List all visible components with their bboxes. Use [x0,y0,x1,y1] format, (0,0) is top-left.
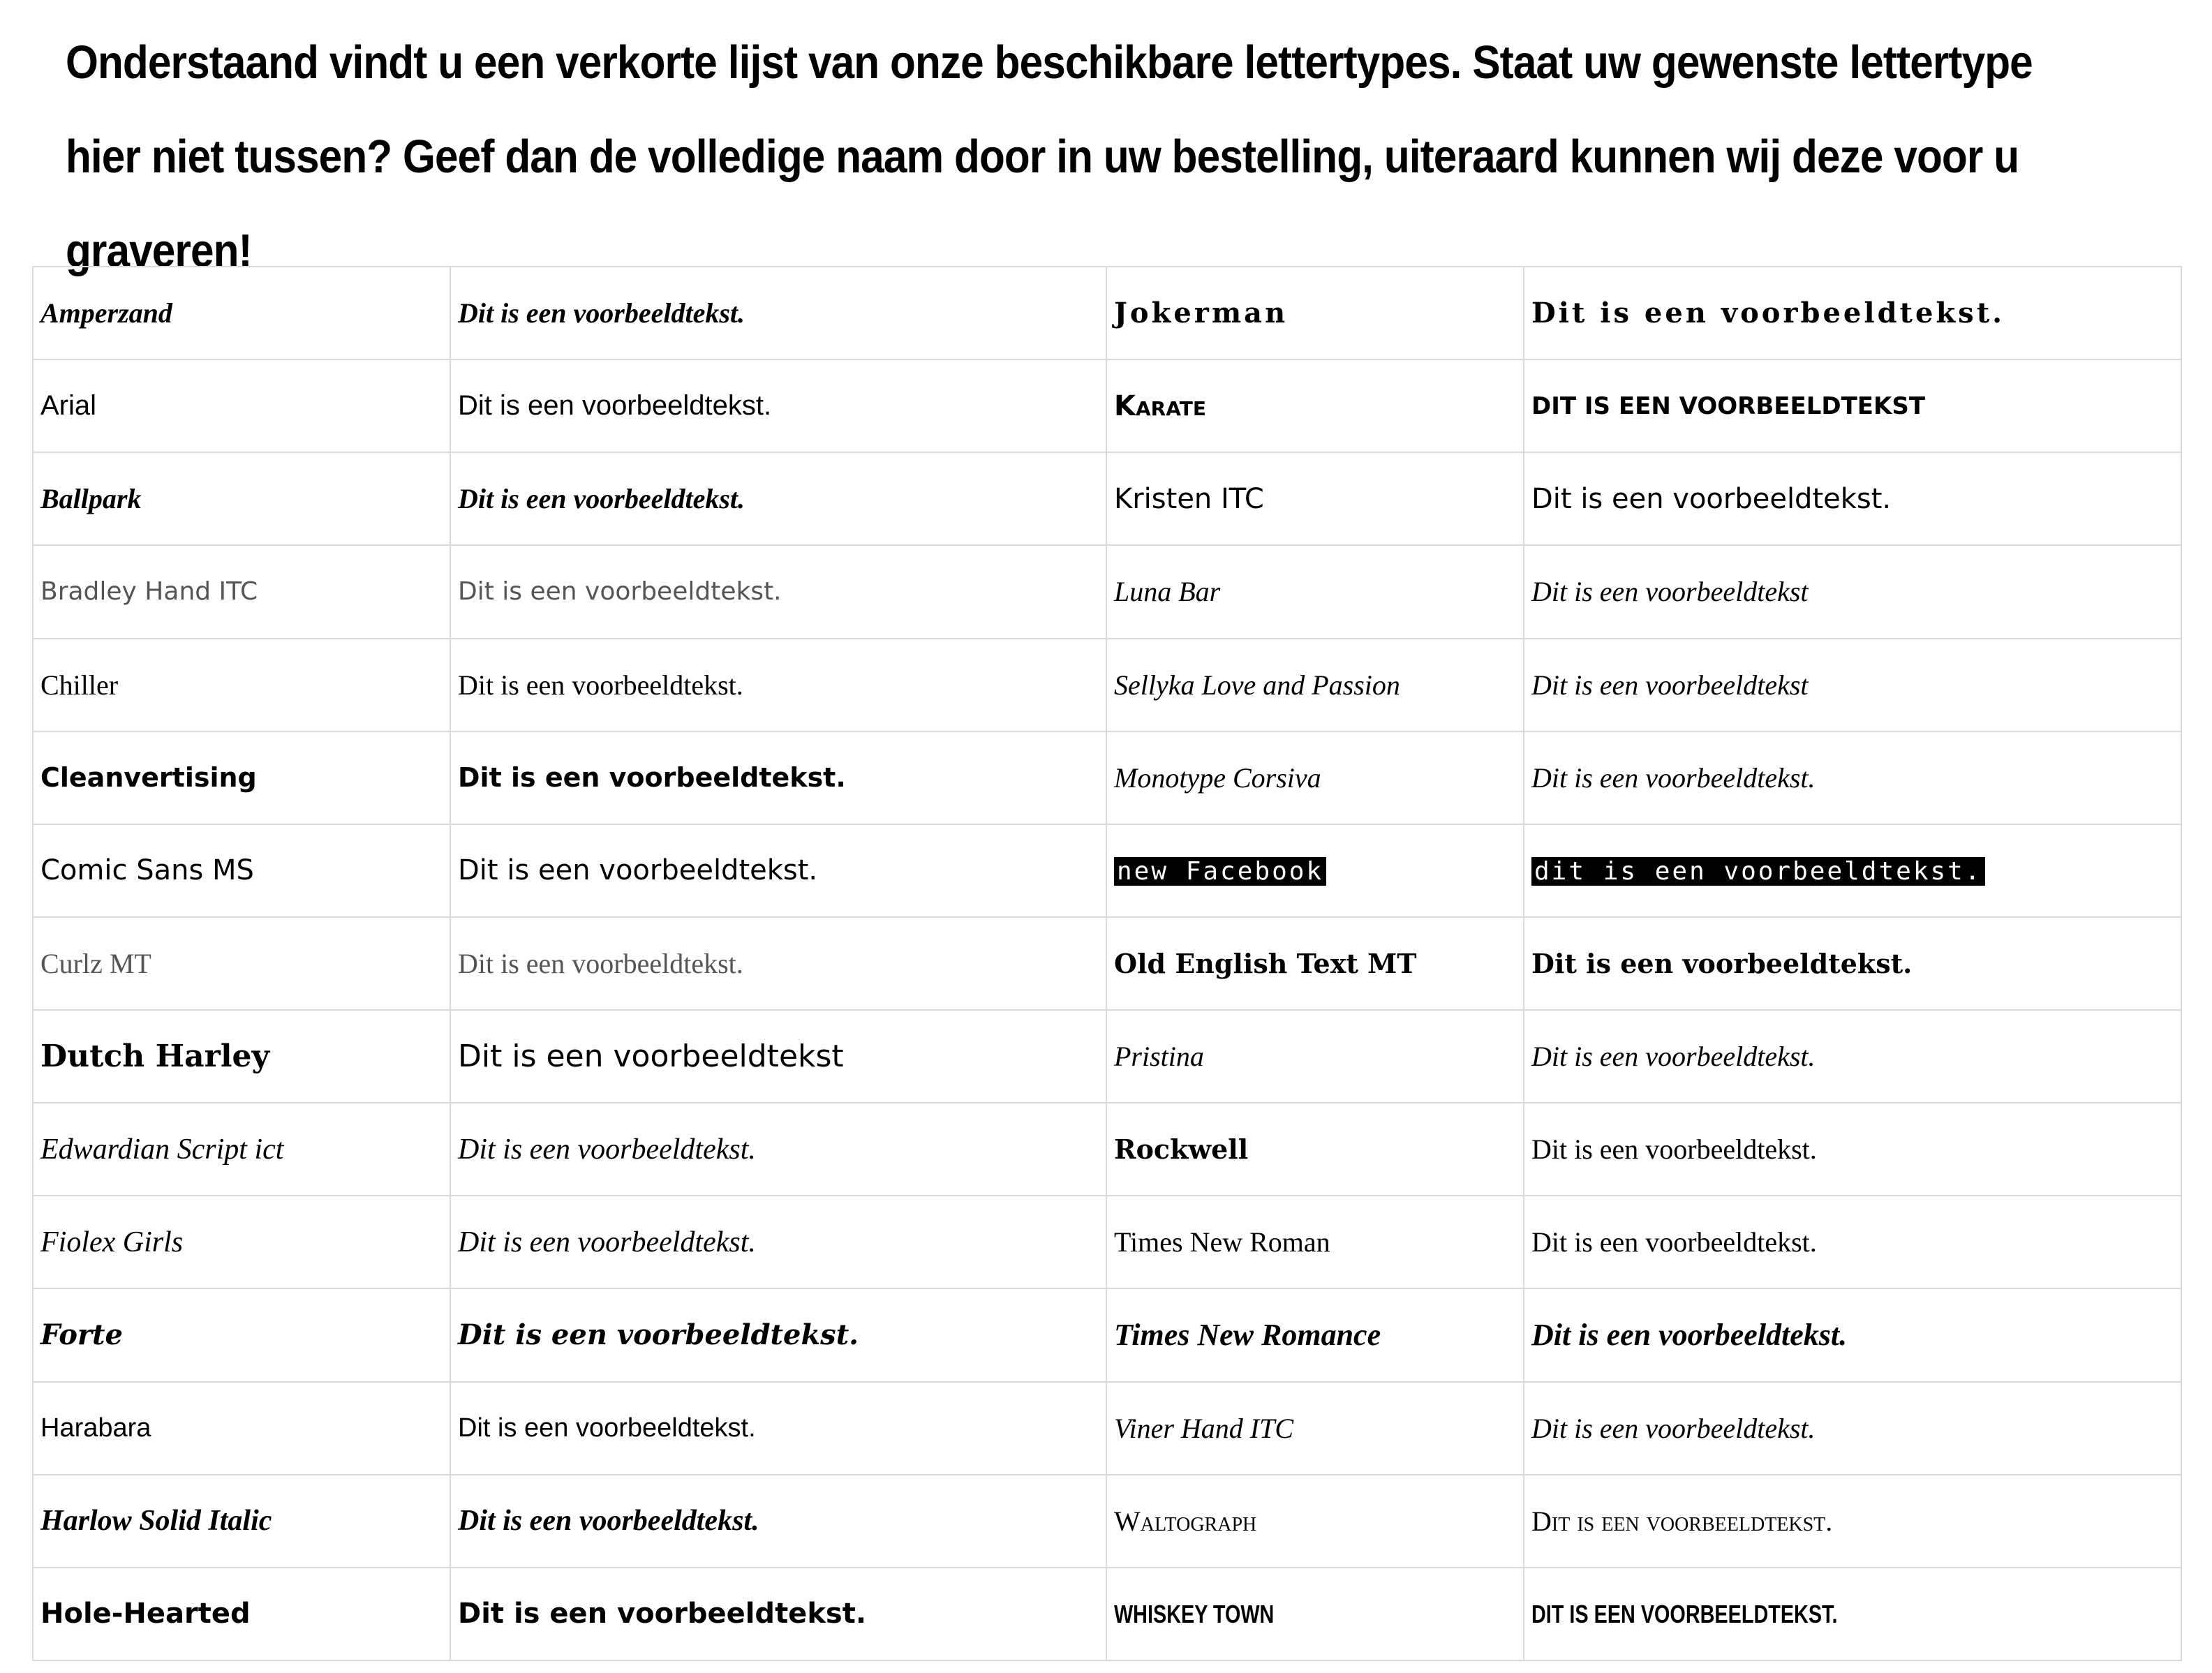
font-name-cell: Jokerman [1106,267,1524,359]
font-name-cell: Viner Hand ITC [1106,1382,1524,1475]
table-row [33,1475,2181,1568]
font-sample-cell: Dit is een voorbeeldtekst. [450,1475,1106,1568]
font-name-cell: Waltograph [1106,1475,1524,1568]
font-name-cell: Fiolex Girls [33,1196,450,1288]
font-name-cell: Karate [1106,359,1524,452]
table-row [33,267,2181,359]
table-row [33,452,2181,545]
table-row [33,1568,2181,1660]
font-sample-cell: Dit is een voorbeeldtekst. [450,917,1106,1010]
font-name-cell: Times New Romance [1106,1288,1524,1381]
font-sample-cell: Dit is een voorbeeldtekst. [1524,1382,2181,1475]
font-name-cell: Luna Bar [1106,545,1524,638]
table-row [33,1196,2181,1288]
font-sample-cell: Dit is een voorbeeldtekst. [1524,1475,2181,1568]
font-name-cell: Dutch Harley [33,1010,450,1103]
font-sample-cell: Dit is een voorbeeldtekst. [450,731,1106,824]
font-sample-cell: Dit is een voorbeeldtekst. [1524,452,2181,545]
font-name-cell: Chiller [33,639,450,731]
font-sample-cell: Dit is een voorbeeldtekst [1524,545,2181,638]
table-row [33,359,2181,452]
font-name-cell: Monotype Corsiva [1106,731,1524,824]
table-row [33,1382,2181,1475]
font-sample-cell: Dit is een voorbeeldtekst. [1524,1010,2181,1103]
font-sample-cell: Dit is een voorbeeldtekst. [450,1196,1106,1288]
font-name-cell [1106,1568,1524,1660]
font-sample-cell: Dit is een voorbeeldtekst. [450,267,1106,359]
font-name-cell: Amperzand [33,267,450,359]
font-name-cell: Curlz MT [33,917,450,1010]
font-sample-text: DIT IS EEN VOORBEELDTEKST. [1531,1599,1838,1628]
font-sample-cell: Dit is een voorbeeldtekst. [450,545,1106,638]
font-sample-cell: Dit is een voorbeeldtekst. [450,1382,1106,1475]
table-row [33,1288,2181,1381]
font-name-cell: Old English Text MT [1106,917,1524,1010]
font-sample-cell: Dit is een voorbeeldtekst. [450,824,1106,917]
font-name-cell [1106,824,1524,917]
font-name-cell: Harabara [33,1382,450,1475]
font-name-cell: Cleanvertising [33,731,450,824]
font-name-text: WHISKEY TOWN [1114,1599,1275,1628]
table-row [33,1103,2181,1196]
intro-line-1: Onderstaand vindt u een verkorte lijst van onze beschikbare lettertypes. Staat uw gewenste lettertype [66,36,2033,89]
font-sample-cell: Dit is een voorbeeldtekst. [1524,267,2181,359]
font-sample-cell [1524,824,2181,917]
font-name-cell: Ballpark [33,452,450,545]
table-row [33,1010,2181,1103]
font-name-cell: Forte [33,1288,450,1381]
font-sample-cell: Dit is een voorbeeldtekst. [450,452,1106,545]
font-name-cell: Kristen ITC [1106,452,1524,545]
font-sample-cell: Dit is een voorbeeldtekst. [1524,1196,2181,1288]
font-sample-cell: Dit is een voorbeeldtekst. [1524,1103,2181,1196]
font-name-cell: Bradley Hand ITC [33,545,450,638]
table-row [33,545,2181,638]
font-sample-cell: Dit is een voorbeeldtekst. [450,1568,1106,1660]
font-sample-cell: Dit is een voorbeeldtekst. [1524,1288,2181,1381]
font-table [32,266,2182,1661]
font-name-cell: Comic Sans MS [33,824,450,917]
font-sample-cell: Dit is een voorbeeldtekst. [450,639,1106,731]
table-row [33,917,2181,1010]
font-sample-cell: DIT IS EEN VOORBEELDTEKST [1524,359,2181,452]
font-name-cell: Times New Roman [1106,1196,1524,1288]
font-name-cell: Arial [33,359,450,452]
font-sample-cell: Dit is een voorbeeldtekst. [1524,731,2181,824]
font-sample-cell [1524,1568,2181,1660]
font-sample-cell: Dit is een voorbeeldtekst [450,1010,1106,1103]
intro-text [66,15,2158,298]
table-row [33,824,2181,917]
font-name-cell: Harlow Solid Italic [33,1475,450,1568]
font-sample-cell: Dit is een voorbeeldtekst. [450,1103,1106,1196]
font-name-cell: Sellyka Love and Passion [1106,639,1524,731]
font-sample-cell: Dit is een voorbeeldtekst. [450,1288,1106,1381]
font-sample-cell: Dit is een voorbeeldtekst. [450,359,1106,452]
font-name-cell: Pristina [1106,1010,1524,1103]
font-name-cell: Rockwell [1106,1103,1524,1196]
intro-line-3: graveren! [66,225,252,277]
font-sample-cell: Dit is een voorbeeldtekst. [1524,917,2181,1010]
table-row [33,731,2181,824]
font-name-cell: Hole-Hearted [33,1568,450,1660]
intro-line-2: hier niet tussen? Geef dan de volledige naam door in uw bestelling, uiteraard kunnen wij deze voor u [66,131,2019,183]
table-row [33,639,2181,731]
font-name-text: new Facebook [1114,857,1326,886]
font-sample-text: dit is een voorbeeldtekst. [1531,857,1985,886]
font-sample-cell: Dit is een voorbeeldtekst [1524,639,2181,731]
font-name-cell: Edwardian Script ict [33,1103,450,1196]
